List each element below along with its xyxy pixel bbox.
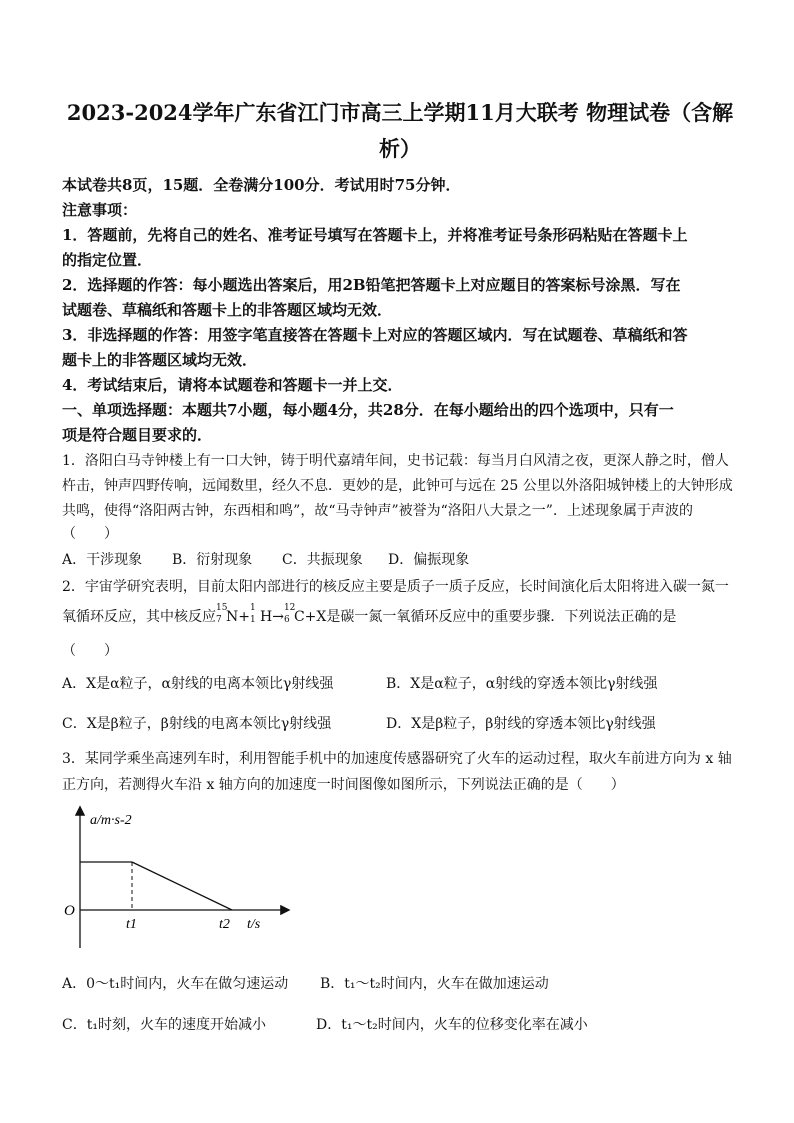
nitrogen-symbol: N [226,609,239,625]
q2-option-b: B．X是α粒子，α射线的穿透本领比γ射线强 [386,676,658,692]
q3-option-d: D．t₁～t₂时间内，火车的位移变化率在减小 [316,1017,588,1033]
exam-summary: 本试卷共8页，15题．全卷满分100分．考试用时75分钟． [62,176,461,194]
section-heading-cont: 项是符合题目要求的． [62,426,213,444]
notice-3-cont: 题卡上的非答题区域均无效． [62,351,258,369]
section-heading: 一、单项选择题：本题共7小题，每小题4分，共28分．在每小题给出的四个选项中，只有一 [62,401,674,419]
hydrogen-mass: 1 [249,603,256,613]
plus-sign: + [238,609,250,625]
q3-stem-2: 正方向，若测得火车沿 x 轴方向的加速度一时间图像如图所示，下列说法正确的是（ ） [62,777,625,793]
q1-stem-1: 1．洛阳白马寺钟楼上有一口大钟，铸于明代嘉靖年间，史书记载：每当月白风清之夜，更深人静之时，僧人 [62,453,729,469]
acceleration-time-graph [60,800,300,960]
carbon-charge: 6 [283,615,290,625]
q2-stem-2-suffix: 是碳一氮一氧循环反应中的重要步骤．下列说法正确的是 [326,609,677,625]
q1-stem-2: 杵击，钟声四野传响，远闻数里，经久不息．更妙的是，此钟可与远在 25 公里以外洛阳城钟楼上的大钟形成 [62,478,733,494]
q3-option-b: B．t₁～t₂时间内，火车在做加速运动 [320,976,549,992]
q2-stem-1: 2．宇宙学研究表明，目前太阳内部进行的核反应主要是质子一质子反应，长时间演化后太阳将进入碳一氮一 [62,579,729,595]
q2-stem-2 [62,603,677,626]
q1-stem-3: 共鸣，使得“洛阳两古钟，东西相和鸣”，故“马寺钟声”被誉为“洛阳八大景之一”．上述现象属于声波的 [62,503,693,519]
plus-x: +X [304,609,327,625]
q2-blank: （ ） [62,643,118,659]
tick-label-t2: t2 [219,917,230,932]
carbon-nuclide [283,603,296,625]
reaction-arrow: → [272,609,284,625]
notice-1-cont: 的指定位置． [62,251,153,269]
q1-option-c: C．共振现象 [282,552,363,568]
nitrogen-mass: 15 [216,603,228,613]
y-axis-label: a/m·s-2 [90,813,132,828]
q1-blank: （ ） [62,526,118,542]
q1-option-d: D．偏振现象 [388,552,470,568]
q3-stem-1: 3．某同学乘坐高速列车时，利用智能手机中的加速度传感器研究了火车的运动过程，取火车前进方向为 x 轴 [62,751,732,767]
q1-option-a: A．干涉现象 [62,552,143,568]
q2-option-a: A．X是α粒子，α射线的电离本领比γ射线强 [62,676,334,692]
origin-label: O [64,903,75,919]
q3-option-a: A．0～t₁时间内，火车在做匀速运动 [62,976,289,992]
notice-2: 2．选择题的作答：每小题选出答案后，用2B铅笔把答题卡上对应题目的答案标号涂黑．写在 [62,276,681,294]
nitrogen-charge: 7 [216,615,222,625]
carbon-mass: 12 [283,603,296,613]
nitrogen-nuclide [216,603,228,625]
q3-option-c: C．t₁时刻，火车的速度开始减小 [62,1017,266,1033]
notice-2-cont: 试题卷、草稿纸和答题卡上的非答题区域均无效． [62,301,393,319]
hydrogen-nuclide [249,603,260,625]
exam-title-line2: 析） [379,136,421,161]
x-axis-label: t/s [247,917,261,932]
tick-label-t1: t1 [126,917,137,932]
hydrogen-symbol: H [259,609,273,625]
notice-3: 3．非选择题的作答：用签字笔直接答在答题卡上对应的答题区域内．写在试题卷、草稿纸和答 [62,326,688,344]
notice-4: 4．考试结束后，请将本试题卷和答题卡一并上交． [62,376,403,394]
q1-option-b: B．衍射现象 [172,552,253,568]
exam-title-line1: 2023-2024学年广东省江门市高三上学期11月大联考 物理试卷（含解 [66,100,734,125]
hydrogen-charge: 1 [249,615,256,625]
q2-stem-2-prefix: 氧循环反应，其中核反应 [62,609,216,625]
carbon-symbol: C [293,609,305,625]
notice-heading: 注意事项： [62,201,138,219]
notice-1: 1．答题前，先将自己的姓名、准考证号填写在答题卡上，并将准考证号条形码粘贴在答题卡上 [62,226,688,244]
q2-option-d: D．X是β粒子，β射线的穿透本领比γ射线强 [386,716,656,732]
q2-option-c: C．X是β粒子，β射线的电离本领比γ射线强 [62,716,332,732]
accel-decrease-segment [132,862,232,910]
